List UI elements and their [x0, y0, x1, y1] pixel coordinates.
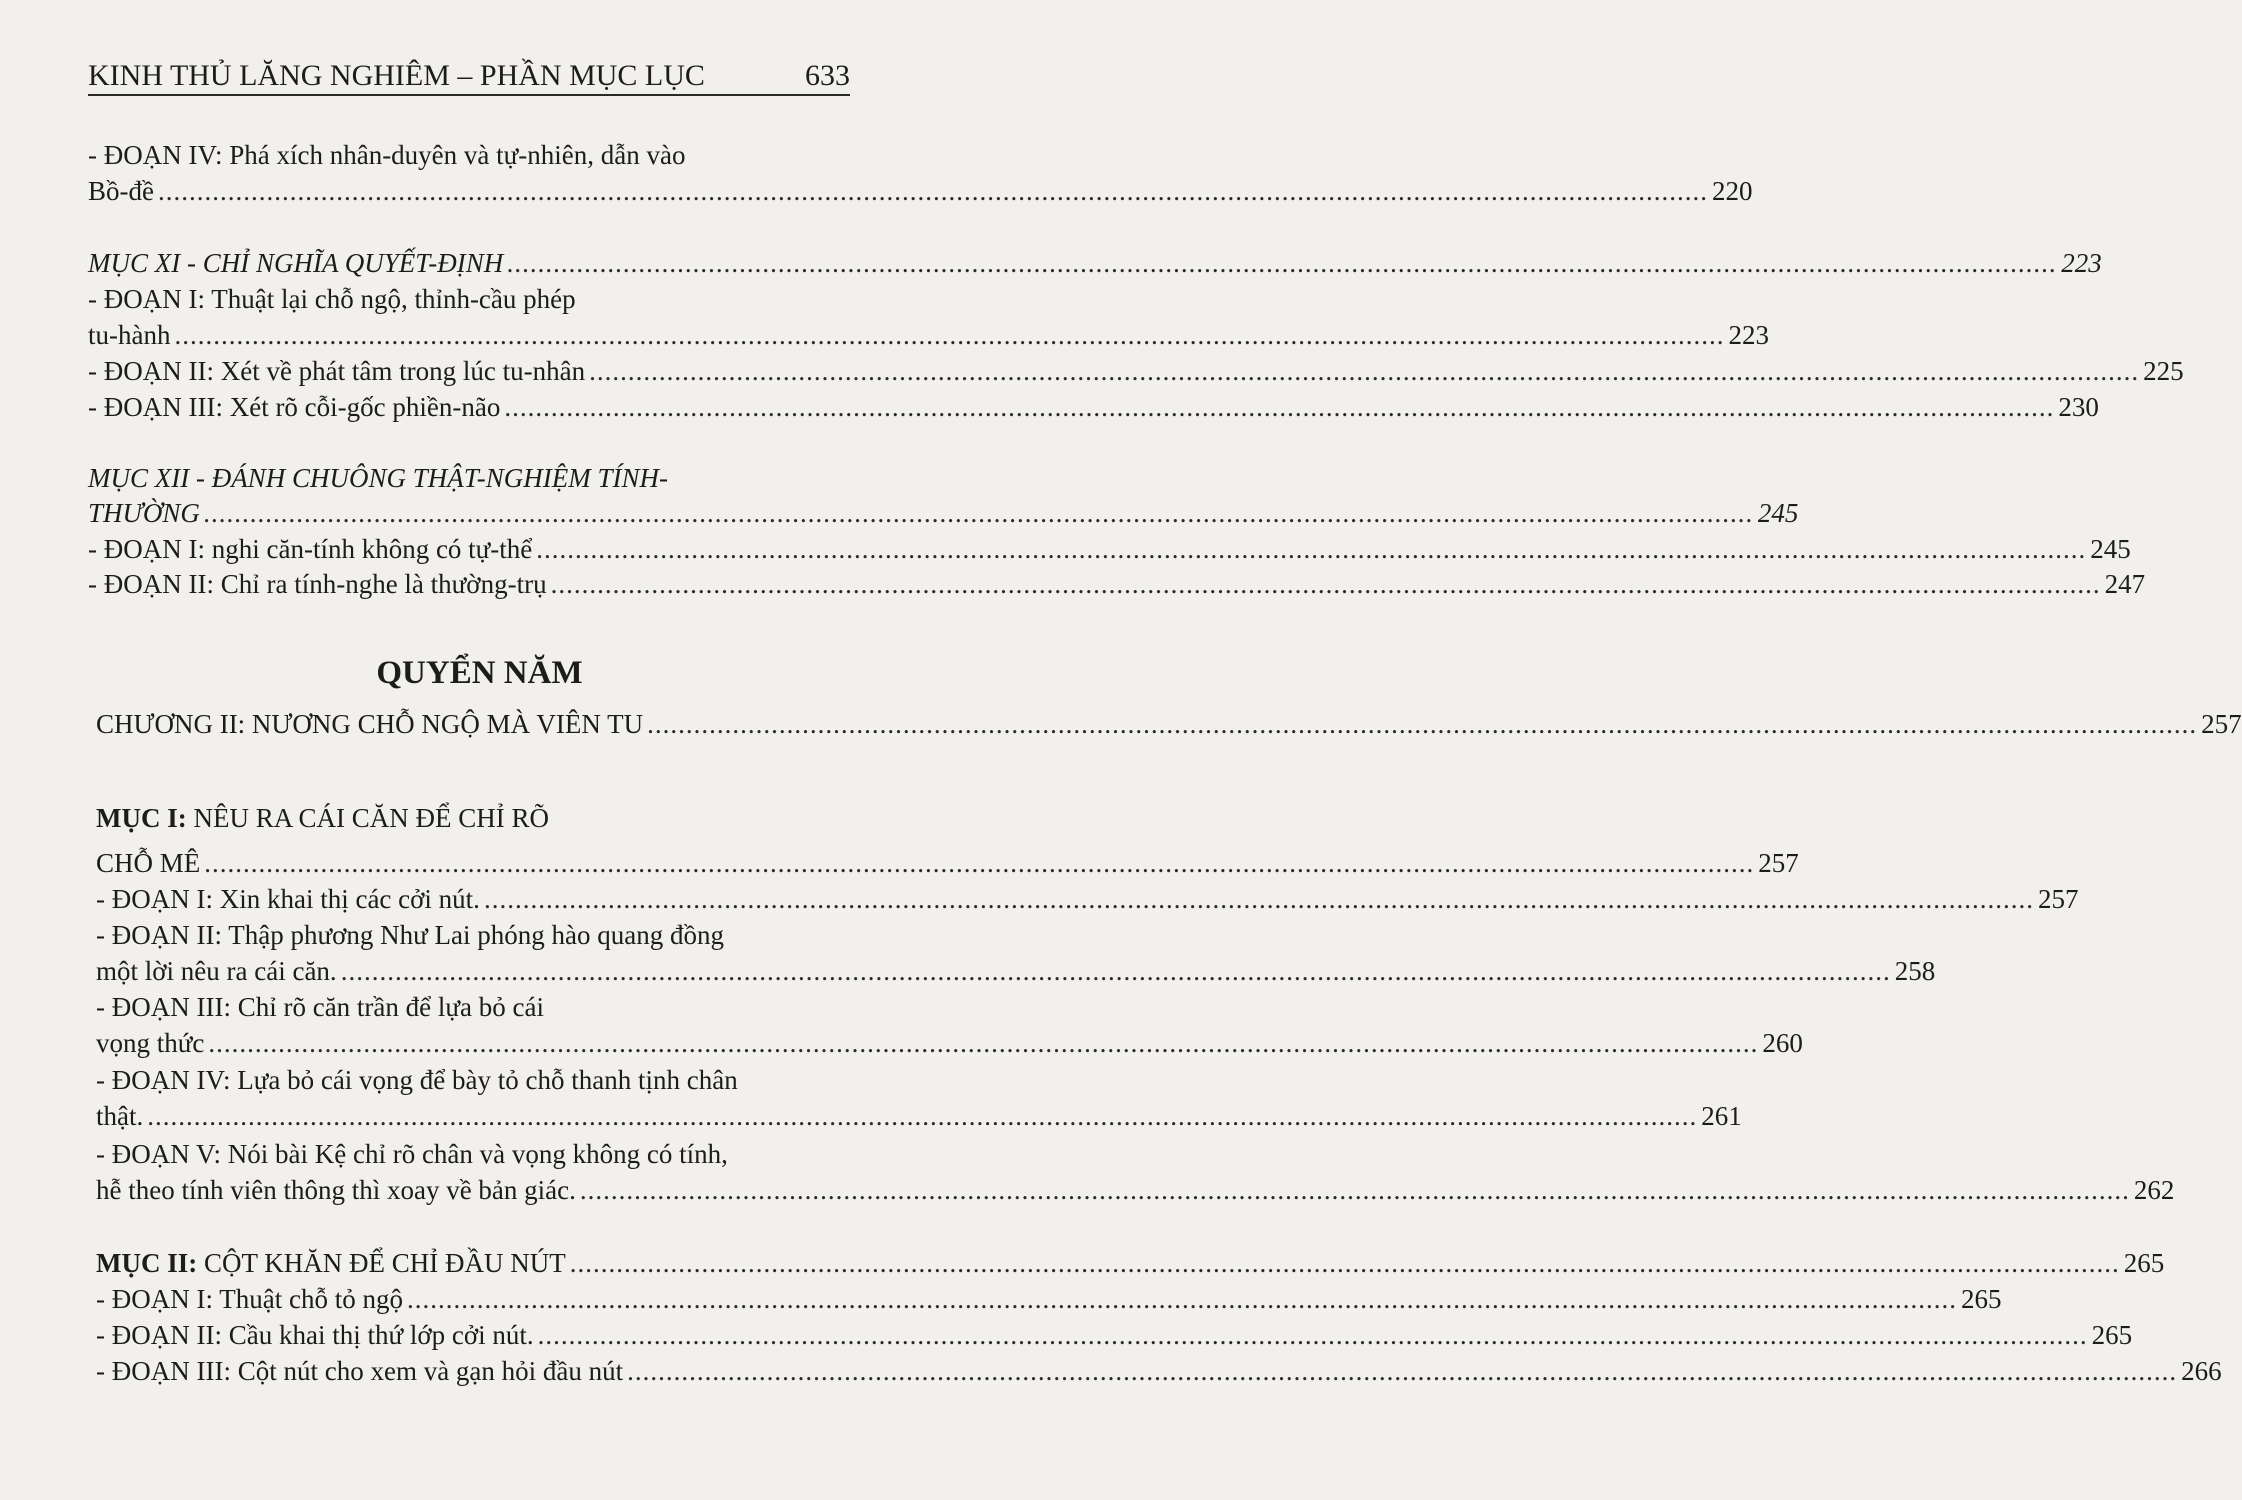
leader-dots: ........................................................................................................................................................................................................ [569, 1248, 2120, 1278]
toc-entry [96, 1098, 1742, 1134]
toc-entry-text: tu-hành [88, 320, 171, 350]
toc-page-number: 257 [2201, 709, 2242, 739]
leader-dots: ........................................................................................................................................................................................................ [507, 248, 2058, 278]
toc-page-number: 220 [1711, 176, 1753, 206]
section-label: MỤC II: [96, 1248, 198, 1278]
leader-dots: ........................................................................................................................................................................................................ [504, 392, 2055, 422]
toc-page-number: 223 [1728, 320, 1769, 350]
leader-dots: ........................................................................................................................................................................................................ [204, 848, 1755, 878]
leader-dots: ........................................................................................................................................................................................................ [550, 569, 2101, 599]
toc-section-title: CHỖ MÊ [96, 848, 201, 878]
toc-entry [96, 1281, 2002, 1317]
toc-section-entry [88, 245, 2102, 281]
toc-entry [96, 881, 2079, 917]
toc-section-entry [96, 845, 1799, 881]
toc-entry-line: - ĐOẠN IV: Phá xích nhân-duyên và tự-nhiên, dẫn vào [88, 140, 686, 170]
leader-dots: ........................................................................................................................................................................................................ [647, 709, 2198, 739]
toc-entry [96, 1317, 2133, 1353]
toc-section-entry [96, 1245, 2165, 1281]
section-title: CỘT KHĂN ĐỂ CHỈ ĐẦU NÚT [197, 1248, 566, 1278]
toc-entry-line: - ĐOẠN II: Thập phương Như Lai phóng hào quang đồng [96, 920, 724, 950]
toc-entry-text: vọng thức [96, 1028, 205, 1058]
toc-entry-text: - ĐOẠN I: Xin khai thị các cởi nút. [96, 884, 480, 914]
toc-chapter-title: CHƯƠNG II: NƯƠNG CHỖ NGỘ MÀ VIÊN TU [96, 709, 644, 739]
toc-entry-text: thật. [96, 1101, 144, 1131]
toc-entry [88, 173, 1753, 209]
toc-entry-text: - ĐOẠN III: Xét rõ cỗi-gốc phiền-não [88, 392, 501, 422]
toc-section-title-line: MỤC XII - ĐÁNH CHUÔNG THẬT-NGHIỆM TÍNH- [88, 463, 668, 493]
toc-entry [88, 389, 2099, 425]
toc-section-title: MỤC XI - CHỈ NGHĨA QUYẾT-ĐỊNH [88, 248, 504, 278]
toc-entry [88, 531, 2131, 567]
toc-entry [88, 566, 2146, 602]
toc-entry-text: - ĐOẠN II: Cầu khai thị thứ lớp cởi nút. [96, 1320, 534, 1350]
header-page-number: 633 [805, 59, 850, 92]
toc-entry-text: Bồ-đề [88, 176, 154, 206]
leader-dots: ........................................................................................................................................................................................................ [536, 534, 2087, 564]
toc-entry-text: - ĐOẠN III: Cột nút cho xem và gạn hỏi đầu nút [96, 1356, 624, 1386]
leader-dots: ........................................................................................................................................................................................................ [174, 320, 1725, 350]
toc-page-number: 245 [1757, 498, 1799, 528]
section-label: MỤC I: [96, 803, 187, 833]
toc-entry-line: - ĐOẠN IV: Lựa bỏ cái vọng để bày tỏ chỗ thanh tịnh chân [96, 1065, 738, 1095]
toc-page-number: 257 [1758, 848, 1799, 878]
toc-entry-line: - ĐOẠN I: Thuật lại chỗ ngộ, thỉnh-cầu phép [88, 284, 576, 314]
toc-chapter-entry [96, 706, 2242, 742]
leader-dots: ........................................................................................................................................................................................................ [406, 1284, 1957, 1314]
leader-dots: ........................................................................................................................................................................................................ [537, 1320, 2088, 1350]
leader-dots: ........................................................................................................................................................................................................ [483, 884, 2034, 914]
leader-dots: ........................................................................................................................................................................................................ [589, 356, 2140, 386]
section-title: NÊU RA CÁI CĂN ĐỂ CHỈ RÕ [186, 803, 549, 833]
toc-page-number: 257 [2037, 884, 2079, 914]
leader-dots: ........................................................................................................................................................................................................ [208, 1028, 1759, 1058]
toc-entry-text: một lời nêu ra cái căn. [96, 956, 337, 986]
leader-dots: ........................................................................................................................................................................................................ [579, 1175, 2130, 1205]
toc-entry [96, 1353, 2222, 1389]
toc-page-number: 265 [2123, 1248, 2165, 1278]
toc-page-number: 230 [2058, 392, 2099, 422]
toc-page-number: 265 [1960, 1284, 2002, 1314]
toc-section-title-line [96, 800, 850, 836]
toc-entry-line: - ĐOẠN III: Chỉ rõ căn trần để lựa bỏ cái [96, 992, 544, 1022]
toc-entry [96, 1025, 1803, 1061]
toc-page-number: 260 [1762, 1028, 1803, 1058]
toc-entry-text: hễ theo tính viên thông thì xoay về bản giác. [96, 1175, 576, 1205]
toc-entry-text: - ĐOẠN II: Xét về phát tâm trong lúc tu-nhân [88, 356, 586, 386]
toc-entry [88, 317, 1769, 353]
toc-entry-line: - ĐOẠN V: Nói bài Kệ chỉ rõ chân và vọng không có tính, [96, 1139, 728, 1169]
toc-page-number: 247 [2104, 569, 2146, 599]
toc-entry-text: - ĐOẠN I: nghi căn-tính không có tự-thể [88, 534, 533, 564]
toc-page-number: 258 [1894, 956, 1936, 986]
toc-section-title: THƯỜNG [88, 498, 200, 528]
toc-page-number: 265 [2091, 1320, 2133, 1350]
toc-section-title [96, 1245, 566, 1281]
toc-page-number: 245 [2090, 534, 2131, 564]
toc-section-entry [88, 495, 1799, 531]
running-header [88, 58, 850, 96]
leader-dots: ........................................................................................................................................................................................................ [157, 176, 1708, 206]
leader-dots: ........................................................................................................................................................................................................ [203, 498, 1754, 528]
toc-page-number: 262 [2133, 1175, 2175, 1205]
toc-entry [96, 953, 1936, 989]
toc-page-number: 225 [2143, 356, 2184, 386]
leader-dots: ........................................................................................................................................................................................................ [627, 1356, 2178, 1386]
toc-entry [96, 1172, 2175, 1208]
leader-dots: ........................................................................................................................................................................................................ [147, 1101, 1698, 1131]
book-heading: QUYỂN NĂM [376, 655, 583, 691]
toc-page-number: 261 [1701, 1101, 1742, 1131]
toc-page-number: 223 [2061, 248, 2102, 278]
toc-page-number: 266 [2181, 1356, 2222, 1386]
toc-entry-text: - ĐOẠN II: Chỉ ra tính-nghe là thường-trụ [88, 569, 547, 599]
toc-entry [88, 353, 2184, 389]
toc-entry-text: - ĐOẠN I: Thuật chỗ tỏ ngộ [96, 1284, 403, 1314]
header-title: KINH THỦ LĂNG NGHIÊM – PHẦN MỤC LỤC [88, 59, 705, 92]
leader-dots: ........................................................................................................................................................................................................ [340, 956, 1891, 986]
